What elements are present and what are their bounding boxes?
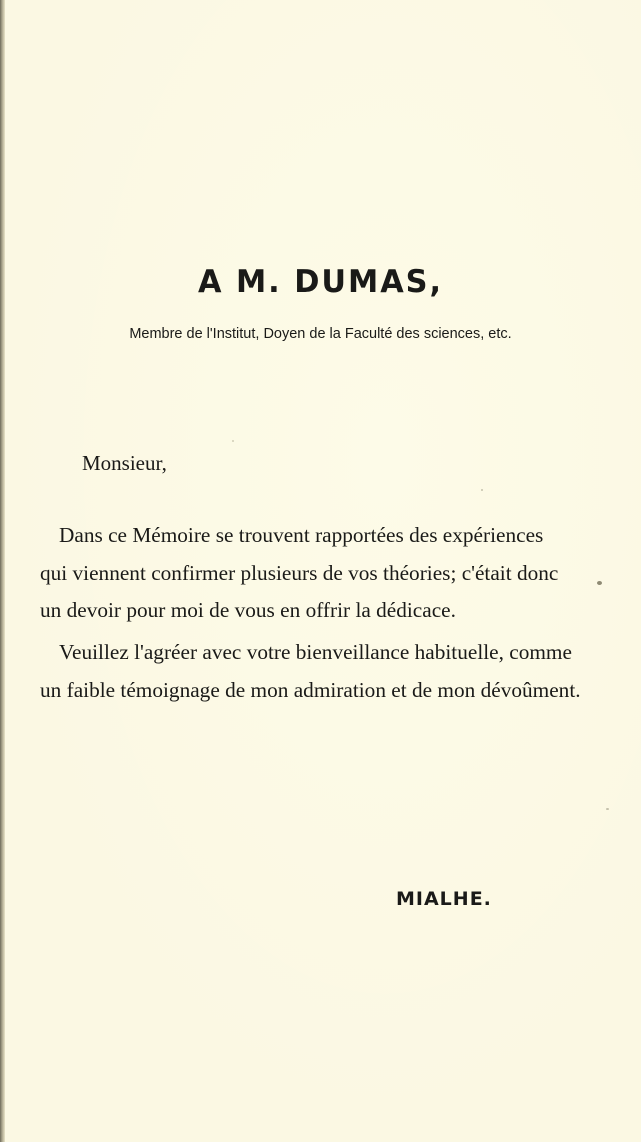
letter-paragraph-1 [40,517,560,630]
paragraph-line: qui viennent confirmer plusieurs de vos théories; c'était donc [40,560,559,585]
paragraph-line: un devoir pour moi de vous en offrir la dédicace. [40,598,456,622]
paragraph-line: Dans ce Mémoire se trouvent rapportées des expériences [59,523,544,547]
paper-speck [232,440,234,442]
paper-speck [597,581,602,585]
letter-salutation: Monsieur, [82,451,167,475]
dedication-heading: A M. DUMAS, [197,264,444,300]
dedication-subtitle: Membre de l'Institut, Doyen de la Faculté des sciences, etc. [129,326,512,342]
paper-speck [606,808,609,810]
paragraph-line: Veuillez l'agréer avec votre bienveillance habituelle, comme [59,640,572,664]
letter-paragraph-2 [40,634,581,709]
paper-speck [481,489,483,491]
letter-signature: MIALHE. [396,888,492,910]
page-binding-edge [0,0,5,1142]
paragraph-line: un faible témoignage de mon admiration et de mon dévoûment. [40,677,581,702]
